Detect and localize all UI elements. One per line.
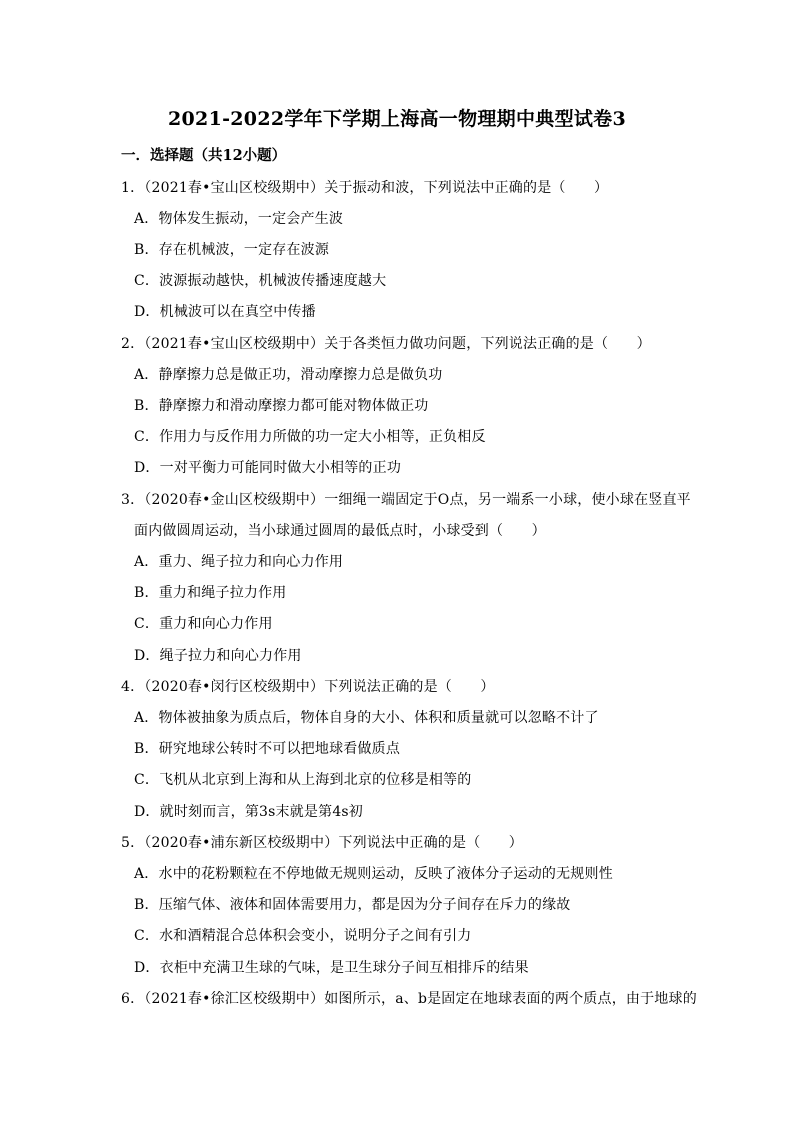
- question-4-stem: 4．（2020春•闵行区校级期中）下列说法正确的是（ ）: [121, 679, 495, 695]
- question-4-option-c: C．飞机从北京到上海和从上海到北京的位移是相等的: [134, 772, 472, 788]
- question-4-option-b: B．研究地球公转时不可以把地球看做质点: [134, 741, 401, 757]
- page-title: 2021-2022学年下学期上海高一物理期中典型试卷3: [168, 108, 626, 130]
- question-1-option-a: A．物体发生振动，一定会产生波: [134, 211, 344, 227]
- question-2-option-c: C．作用力与反作用力所做的功一定大小相等，正负相反: [134, 429, 486, 445]
- question-5-option-b: B．压缩气体、液体和固体需要用力，都是因为分子间存在斥力的缘故: [134, 897, 571, 913]
- question-1-option-d: D．机械波可以在真空中传播: [134, 304, 316, 320]
- question-1-option-c: C．波源振动越快，机械波传播速度越大: [134, 273, 387, 289]
- question-1-stem: 1．（2021春•宝山区校级期中）关于振动和波，下列说法中正确的是（ ）: [121, 180, 609, 196]
- question-3-option-d: D．绳子拉力和向心力作用: [134, 648, 302, 664]
- question-3-stem: 3．（2020春•金山区校级期中）一细绳一端固定于O点，另一端系一小球，使小球在竖直平: [121, 492, 691, 508]
- question-5-stem: 5．（2020春•浦东新区校级期中）下列说法中正确的是（ ）: [121, 835, 523, 851]
- question-2-option-d: D．一对平衡力可能同时做大小相等的正功: [134, 460, 402, 476]
- question-4-option-d: D．就时刻而言，第3s末就是第4s初: [134, 804, 364, 820]
- question-1-option-b: B．存在机械波，一定存在波源: [134, 242, 330, 258]
- question-2-stem: 2．（2021春•宝山区校级期中）关于各类恒力做功问题，下列说法正确的是（ ）: [121, 336, 651, 352]
- section-heading: 一．选择题（共12小题）: [121, 147, 287, 164]
- question-3-option-a: A．重力、绳子拉力和向心力作用: [134, 554, 344, 570]
- question-4-option-a: A．物体被抽象为质点后，物体自身的大小、体积和质量就可以忽略不计了: [134, 710, 599, 726]
- question-3-option-c: C．重力和向心力作用: [134, 616, 273, 632]
- question-3-stem-continued: 面内做圆周运动，当小球通过圆周的最低点时，小球受到（ ）: [134, 523, 546, 539]
- question-2-option-b: B．静摩擦力和滑动摩擦力都可能对物体做正功: [134, 398, 429, 414]
- question-5-option-d: D．衣柜中充满卫生球的气味，是卫生球分子间互相排斥的结果: [134, 960, 529, 976]
- question-5-option-a: A．水中的花粉颗粒在不停地做无规则运动，反映了液体分子运动的无规则性: [134, 866, 613, 882]
- question-3-option-b: B．重力和绳子拉力作用: [134, 585, 287, 601]
- question-6-stem: 6．（2021春•徐汇区校级期中）如图所示，a、b是固定在地球表面的两个质点，由于地球的: [121, 991, 697, 1007]
- question-5-option-c: C．水和酒精混合总体积会变小，说明分子之间有引力: [134, 928, 472, 944]
- question-2-option-a: A．静摩擦力总是做正功，滑动摩擦力总是做负功: [134, 367, 443, 383]
